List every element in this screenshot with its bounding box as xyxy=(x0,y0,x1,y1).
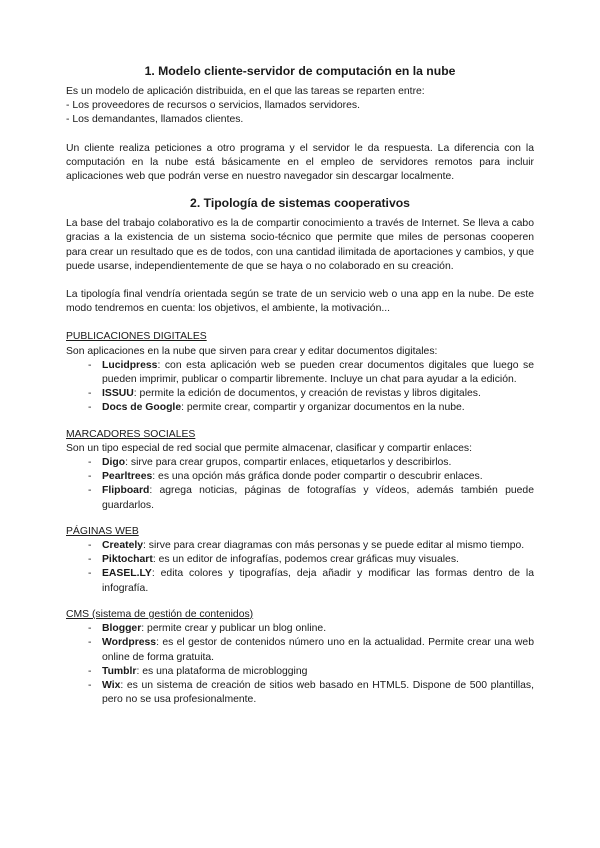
list-item xyxy=(66,359,534,387)
item-name: Wordpress xyxy=(102,637,157,649)
dash-marker: - xyxy=(88,637,92,649)
list-marcadores xyxy=(66,456,534,513)
dash-marker: - xyxy=(88,665,92,677)
item-name: Flipboard xyxy=(102,485,150,497)
list-item xyxy=(66,470,534,484)
item-text: : permite crear, compartir y organizar documentos en la nube. xyxy=(181,402,465,414)
dash-marker: - xyxy=(88,457,92,469)
dash-marker: - xyxy=(88,623,92,635)
list-item xyxy=(66,665,534,679)
item-text: : es el gestor de contenidos número uno en la actualidad. Permite crear una web online de forma gratuita. xyxy=(102,637,534,663)
item-name: Creately xyxy=(102,540,144,552)
section-title-paginas-web: PÁGINAS WEB xyxy=(66,525,139,537)
document-page xyxy=(66,64,534,707)
dash-marker: - xyxy=(88,485,92,497)
list-item xyxy=(66,387,534,401)
intro-line-2: - Los proveedores de recursos o servicios, llamados servidores. xyxy=(66,100,360,112)
item-name: Pearltrees xyxy=(102,471,153,483)
item-text: : es una plataforma de microblogging xyxy=(136,665,308,677)
dash-marker: - xyxy=(88,679,92,691)
paragraph-client-server: Un cliente realiza peticiones a otro programa y el servidor le da respuesta. La diferencia con la computación en la nube está básicamente en el empleo de servidores remotos para incluir aplicaciones web que podrán verse en nuestro navegador sin descargar localmente. xyxy=(66,142,534,183)
item-text: : agrega noticias, páginas de fotografías y vídeos, además también puede guardarlos. xyxy=(102,485,534,511)
dash-marker: - xyxy=(88,471,92,483)
item-name: Digo xyxy=(102,457,126,469)
section-title-cms: CMS (sistema de gestión de contenidos) xyxy=(66,608,254,620)
item-name: Lucidpress xyxy=(102,359,158,371)
list-item xyxy=(66,539,534,553)
list-cms xyxy=(66,622,534,707)
item-name: Piktochart xyxy=(102,554,153,566)
item-text: : es un sistema de creación de sitios web basado en HTML5. Dispone de 500 plantillas, pero no se usa profesionalmente. xyxy=(102,679,534,706)
list-item xyxy=(66,456,534,470)
list-item xyxy=(66,567,534,595)
section-desc-marcadores: Son un tipo especial de red social que permite almacenar, clasificar y compartir enlaces: xyxy=(66,442,473,454)
section-title-publicaciones: PUBLICACIONES DIGITALES xyxy=(66,331,207,343)
list-item xyxy=(66,484,534,512)
item-text: : sirve para crear grupos, compartir enlaces, etiquetarlos y describirlos. xyxy=(125,457,452,469)
item-name: Tumblr xyxy=(102,665,137,677)
item-name: Wix xyxy=(102,679,121,691)
list-item xyxy=(66,636,534,664)
paragraph-typology: La tipología final vendría orientada según se trate de un servicio web o una app en la nube. De este modo tendremos en cuenta: los objetivos, el ambiente, la motivación... xyxy=(66,289,534,315)
item-name: Blogger xyxy=(102,623,142,635)
item-text: : es un editor de infografías, podemos crear gráficas muy visuales. xyxy=(152,554,459,566)
item-name: ISSUU xyxy=(102,388,134,400)
dash-marker: - xyxy=(88,568,92,580)
item-name: Docs de Google xyxy=(102,402,182,414)
intro-line-3: - Los demandantes, llamados clientes. xyxy=(66,114,244,126)
list-item xyxy=(66,679,534,707)
list-item xyxy=(66,401,534,415)
intro-line-1: Es un modelo de aplicación distribuida, en el que las tareas se reparten entre: xyxy=(66,86,425,97)
item-text: : permite crear y publicar un blog online. xyxy=(141,623,327,635)
paragraph-collaborative: La base del trabajo colaborativo es la de compartir conocimiento a través de Internet. Se lleva a cabo gracias a la existencia de un sistema socio-técnico que permite que miles de personas cooperen para crear un resultado que es de todos, con una cantidad ilimitada de aportaciones y cambios, y que puede usarse, independientemente de que se haya o no colaborado en su creación. xyxy=(66,218,534,272)
section-desc-publicaciones: Son aplicaciones en la nube que sirven para crear y editar documentos digitales: xyxy=(66,345,438,357)
dash-marker: - xyxy=(88,402,92,414)
heading-typology: 2. Tipología de sistemas cooperativos xyxy=(190,196,410,211)
dash-marker: - xyxy=(88,540,92,552)
dash-marker: - xyxy=(88,554,92,566)
list-item xyxy=(66,622,534,636)
dash-marker: - xyxy=(88,388,92,400)
item-name: EASEL.LY xyxy=(102,568,152,580)
item-text: : con esta aplicación web se pueden crear documentos digitales que luego se pueden imprimir, publicar o compartir libremente. Incluye un chat para ayudar a la edición. xyxy=(102,359,534,386)
list-publicaciones xyxy=(66,359,534,416)
item-text: : edita colores y tipografías, deja añadir y modificar las formas dentro de la infografía. xyxy=(102,568,534,594)
list-paginas-web xyxy=(66,539,534,596)
item-text: : sirve para crear diagramas con más personas y se puede editar al mismo tiempo. xyxy=(143,540,525,552)
section-title-marcadores: MARCADORES SOCIALES xyxy=(66,428,196,440)
dash-marker: - xyxy=(88,359,92,371)
list-item xyxy=(66,553,534,567)
item-text: : permite la edición de documentos, y creación de revistas y libros digitales. xyxy=(133,388,481,400)
item-text: : es una opción más gráfica donde poder compartir o descubrir enlaces. xyxy=(152,471,483,483)
heading-client-server: 1. Modelo cliente-servidor de computación en la nube xyxy=(144,64,456,78)
